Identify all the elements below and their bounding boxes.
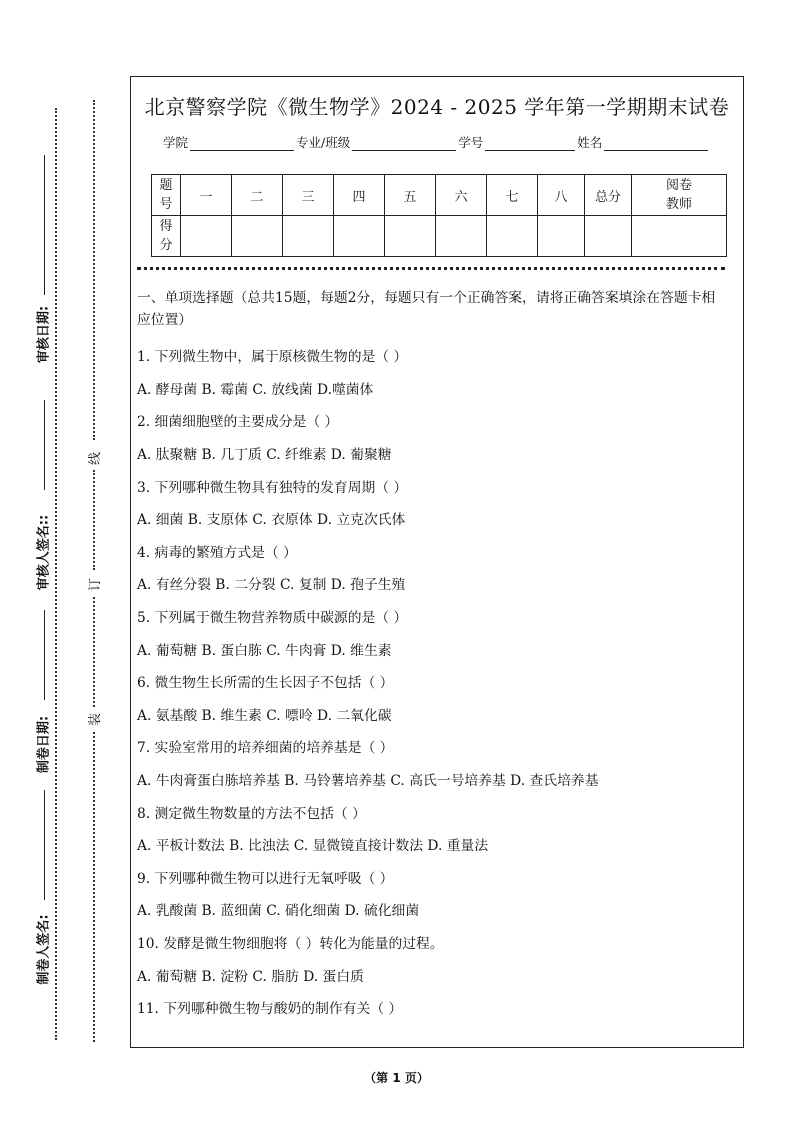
col-header: 八 [538,175,585,216]
question-line: 11. 下列哪种微生物与酸奶的制作有关（ ） [137,1001,403,1018]
col-header: 二 [232,175,283,216]
col-header: 一 [181,175,232,216]
score-cell[interactable] [232,216,283,257]
question-section [137,287,725,1025]
score-cell[interactable] [538,216,585,257]
score-table [151,174,727,257]
section-heading: 一、单项选择题（总共15题，每题2分，每题只有一个正确答案，请将正确答案填涂在答题卡相应位置） [137,290,716,328]
score-table-score-row [152,216,727,257]
question-line: 2. 细菌细胞壁的主要成分是（ ） [137,414,339,431]
options-line: A. 酵母菌 B. 霉菌 C. 放线菌 D.噬菌体 [137,381,374,398]
section-divider [137,267,725,270]
options-line: A. 氨基酸 B. 维生素 C. 嘌呤 D. 二氧化碳 [137,707,392,724]
question-line: 10. 发酵是微生物细胞将（ ）转化为能量的过程。 [137,935,444,952]
signature-line-2 [44,400,45,490]
student-info-row [163,133,710,151]
options-line: A. 牛肉膏蛋白胨培养基 B. 马铃薯培养基 C. 高氏一号培养基 D. 查氏培养基 [137,773,599,790]
binding-dotted-rule-mid1 [93,470,95,570]
question-line: 7. 实验室常用的培养细菌的培养基是（ ） [137,740,394,757]
binding-char-zhuang: 装 [88,712,104,727]
binding-dotted-rule-mid2 [93,597,95,707]
question-line: 8. 测定微生物数量的方法不包括（ ） [137,805,366,822]
major-class-label: 专业/班级 [296,135,351,150]
score-cell[interactable] [487,216,538,257]
signature-line-1 [44,155,45,295]
col-header: 六 [436,175,487,216]
question-line: 9. 下列哪种微生物可以进行无氧呼吸（ ） [137,870,394,887]
options-line: A. 细菌 B. 支原体 C. 衣原体 D. 立克次氏体 [137,512,406,529]
binding-dotted-rule-bottom [93,732,95,1042]
score-row-header: 得分 [152,216,181,257]
options-line: A. 葡萄糖 B. 淀粉 C. 脂肪 D. 蛋白质 [137,968,364,985]
options-line: A. 乳酸菌 B. 蓝细菌 C. 硝化细菌 D. 硫化细菌 [137,903,420,920]
compiler-signature-label: 制卷人签名: [36,914,52,985]
page-number: （第 1 页） [364,1071,429,1085]
col-header: 五 [385,175,436,216]
reviewer-signature-label: 审核人签名:: [36,514,52,591]
col-header: 四 [334,175,385,216]
col-header: 三 [283,175,334,216]
compile-date-label: 制卷日期: [36,715,52,774]
college-input[interactable] [190,137,294,151]
question-line: 6. 微生物生长所需的生长因子不包括（ ） [137,675,394,692]
score-cell[interactable] [385,216,436,257]
binding-char-line: 线 [88,451,104,466]
question-line: 4. 病毒的繁殖方式是（ ） [137,544,297,561]
signature-line-4 [44,790,45,900]
major-class-input[interactable] [352,137,456,151]
student-id-label: 学号 [458,135,484,150]
options-line: A. 平板计数法 B. 比浊法 C. 显微镜直接计数法 D. 重量法 [137,838,489,855]
left-dotted-rule [55,108,57,1040]
score-cell[interactable] [585,216,632,257]
question-line: 1. 下列微生物中，属于原核微生物的是（ ） [137,349,408,366]
student-id-input[interactable] [485,137,575,151]
score-table-header-row [152,175,727,216]
options-line: A. 有丝分裂 B. 二分裂 C. 复制 D. 孢子生殖 [137,577,406,594]
binding-dotted-rule-top [93,100,95,440]
question-line: 5. 下列属于微生物营养物质中碳源的是（ ） [137,610,408,627]
score-cell[interactable] [283,216,334,257]
question-number-header: 题号 [152,175,181,216]
signature-line-3 [44,610,45,700]
score-cell[interactable] [632,216,727,257]
score-cell[interactable] [334,216,385,257]
score-cell[interactable] [181,216,232,257]
score-cell[interactable] [436,216,487,257]
options-line: A. 肽聚糖 B. 几丁质 C. 纤维素 D. 葡聚糖 [137,447,392,464]
exam-frame [130,76,744,1048]
name-label: 姓名 [577,135,603,150]
binding-char-ding: 订 [88,577,104,592]
name-input[interactable] [604,137,708,151]
exam-title: 北京警察学院《微生物学》2024 - 2025 学年第一学期期末试卷 [144,95,730,119]
grader-header: 阅卷教师 [632,175,727,216]
col-header: 七 [487,175,538,216]
options-line: A. 葡萄糖 B. 蛋白胨 C. 牛肉膏 D. 维生素 [137,642,392,659]
question-line: 3. 下列哪种微生物具有独特的发育周期（ ） [137,479,408,496]
review-date-label: 审核日期: [36,305,52,364]
total-header: 总分 [585,175,632,216]
college-label: 学院 [163,135,189,150]
